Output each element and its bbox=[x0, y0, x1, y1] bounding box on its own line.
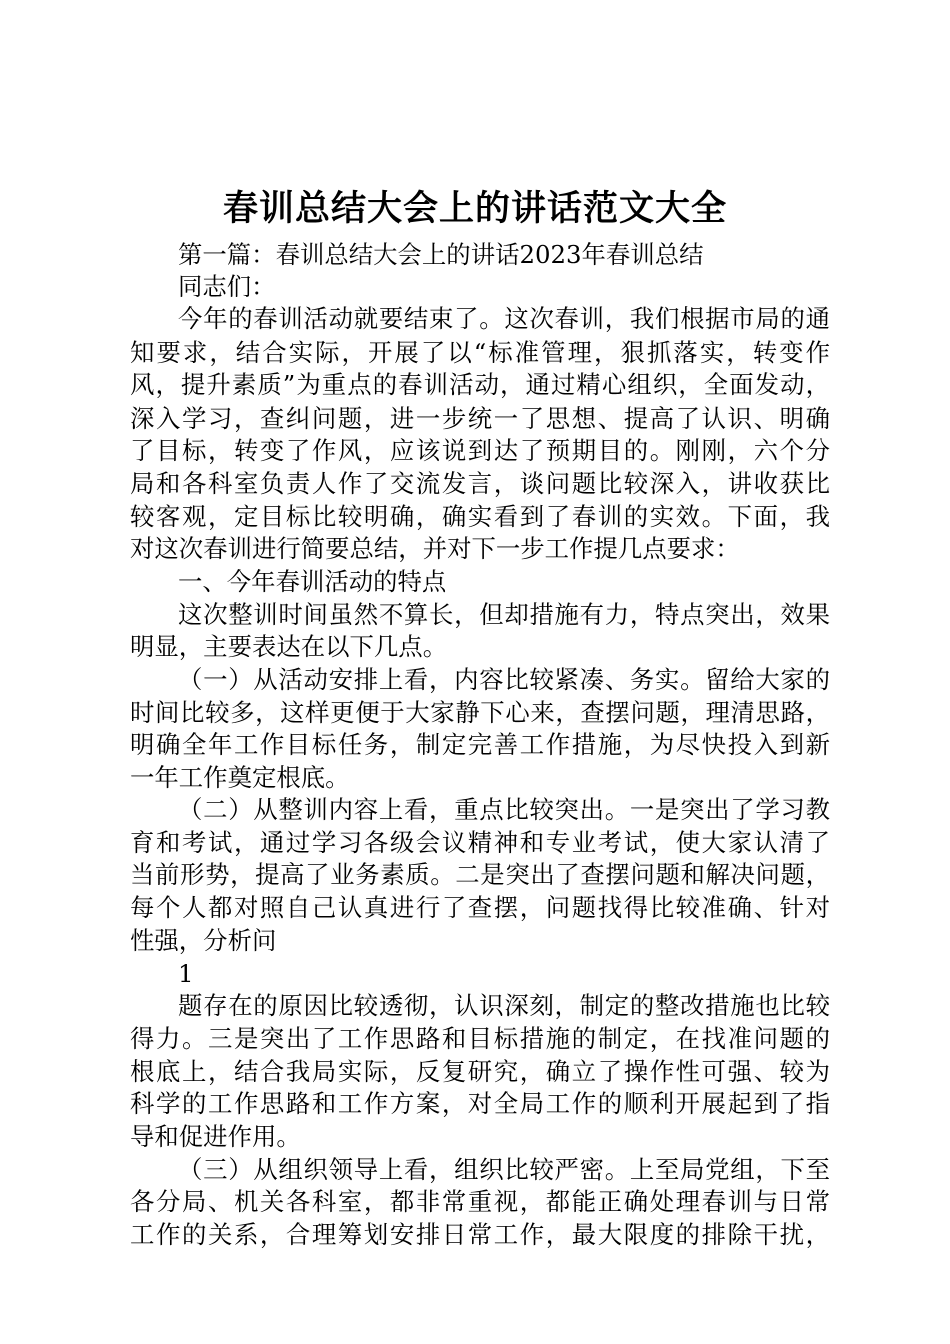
body-line: 各分局、机关各科室，都非常重视，都能正确处理春训与日常 bbox=[130, 1187, 830, 1216]
body-line: 工作的关系，合理筹划安排日常工作，最大限度的排除干扰， bbox=[130, 1220, 830, 1249]
body-line: 科学的工作思路和工作方案，对全局工作的顺利开展起到了指 bbox=[130, 1089, 830, 1118]
body-line: 了目标，转变了作风，应该说到达了预期目的。刚刚，六个分 bbox=[130, 436, 830, 465]
document-subtitle: 第一篇：春训总结大会上的讲话2023年春训总结 bbox=[178, 240, 704, 269]
body-line: 一年工作奠定根底。 bbox=[130, 763, 350, 792]
body-line: 当前形势，提高了业务素质。二是突出了查摆问题和解决问题， bbox=[130, 860, 830, 889]
body-line: （三）从组织领导上看，组织比较严密。上至局党组，下至 bbox=[178, 1155, 830, 1184]
body-line: 得力。三是突出了工作思路和目标措施的制定，在找准问题的 bbox=[130, 1024, 830, 1053]
body-line: 这次整训时间虽然不算长，但却措施有力，特点突出，效果 bbox=[178, 600, 830, 629]
document-title: 春训总结大会上的讲话范文大全 bbox=[222, 188, 727, 229]
body-line: 风，提升素质”为重点的春训活动，通过精心组织，全面发动， bbox=[130, 370, 830, 399]
body-line: 根底上，结合我局实际，反复研究，确立了操作性可强、较为 bbox=[130, 1057, 830, 1086]
body-line: （二）从整训内容上看，重点比较突出。一是突出了学习教 bbox=[178, 795, 830, 824]
body-line: 局和各科室负责人作了交流发言，谈问题比较深入，讲收获比 bbox=[130, 469, 830, 498]
body-line: 今年的春训活动就要结束了。这次春训，我们根据市局的通 bbox=[178, 304, 830, 333]
body-line: 较客观，定目标比较明确，确实看到了春训的实效。下面，我 bbox=[130, 502, 830, 531]
body-line: 题存在的原因比较透彻，认识深刻，制定的整改措施也比较 bbox=[178, 991, 830, 1020]
body-line: （一）从活动安排上看，内容比较紧凑、务实。留给大家的 bbox=[178, 665, 830, 694]
body-line: 对这次春训进行简要总结，并对下一步工作提几点要求： bbox=[130, 534, 740, 563]
body-line: 深入学习，查纠问题，进一步统一了思想、提高了认识、明确 bbox=[130, 404, 830, 433]
section-heading: 一、今年春训活动的特点 bbox=[178, 567, 447, 596]
body-line: 明显，主要表达在以下几点。 bbox=[130, 632, 448, 661]
body-line: 育和考试，通过学习各级会议精神和专业考试，使大家认清了 bbox=[130, 828, 830, 857]
body-line: 知要求，结合实际，开展了以“标准管理，狠抓落实，转变作 bbox=[130, 338, 830, 367]
body-line: 明确全年工作目标任务，制定完善工作措施，为尽快投入到新 bbox=[130, 730, 830, 759]
body-line: 性强，分析问 bbox=[130, 926, 277, 955]
body-line: 导和促进作用。 bbox=[130, 1122, 301, 1151]
greeting: 同志们： bbox=[178, 272, 276, 301]
body-line: 时间比较多，这样更便于大家静下心来，查摆问题，理清思路， bbox=[130, 698, 830, 727]
page-number: 1 bbox=[178, 959, 194, 988]
body-line: 每个人都对照自己认真进行了查摆，问题找得比较准确、针对 bbox=[130, 893, 830, 922]
